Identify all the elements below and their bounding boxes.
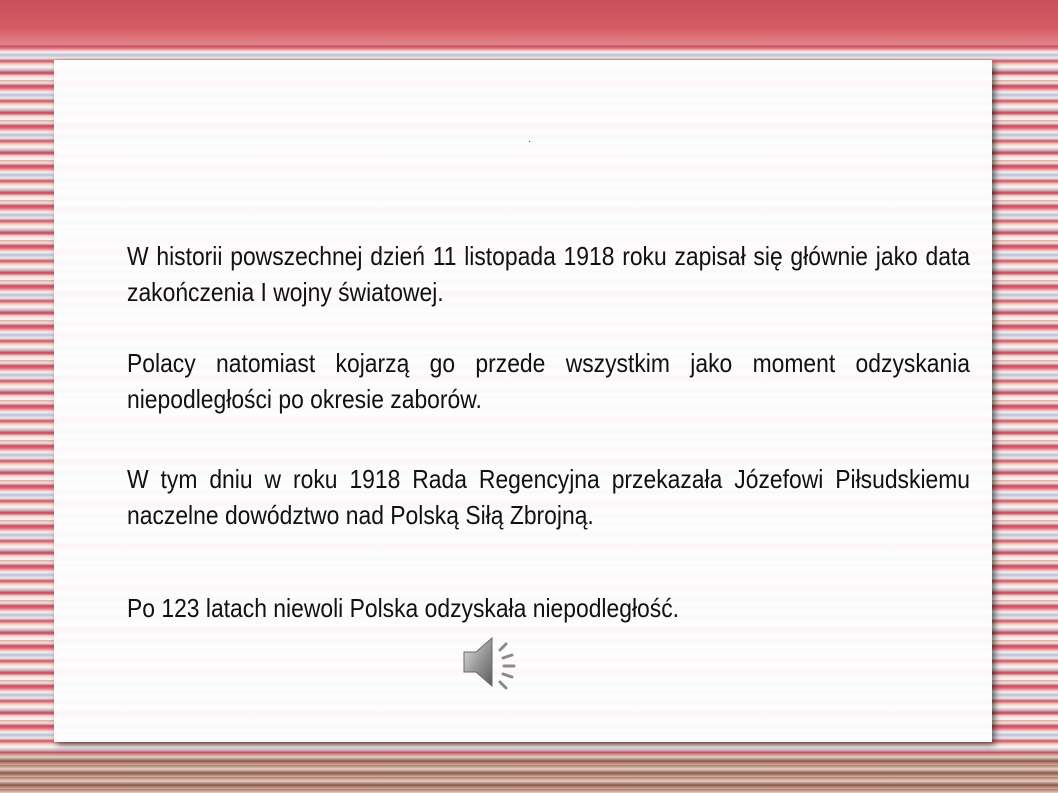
slide-title-marker: · [528, 136, 532, 147]
paragraph-4: Po 123 latach niewoli Polska odzyskała niepodległość. [127, 593, 680, 623]
background-top-band [0, 0, 1058, 45]
slide-panel [54, 60, 992, 742]
background-bottom-band [0, 753, 1058, 793]
paragraph-1: W historii powszechnej dzień 11 listopada 1918 roku zapisał się głównie jako data zakończenia I wojny światowej. [127, 241, 971, 307]
paragraph-2: Polacy natomiast kojarzą go przede wszystkim jako moment odzyskania niepodległości po okresie zaborów. [127, 348, 971, 414]
speaker-icon[interactable] [460, 630, 524, 694]
paragraph-3: W tym dniu w roku 1918 Rada Regencyjna przekazała Józefowi Piłsudskiemu naczelne dowództwo nad Polską Siłą Zbrojną. [127, 464, 971, 530]
